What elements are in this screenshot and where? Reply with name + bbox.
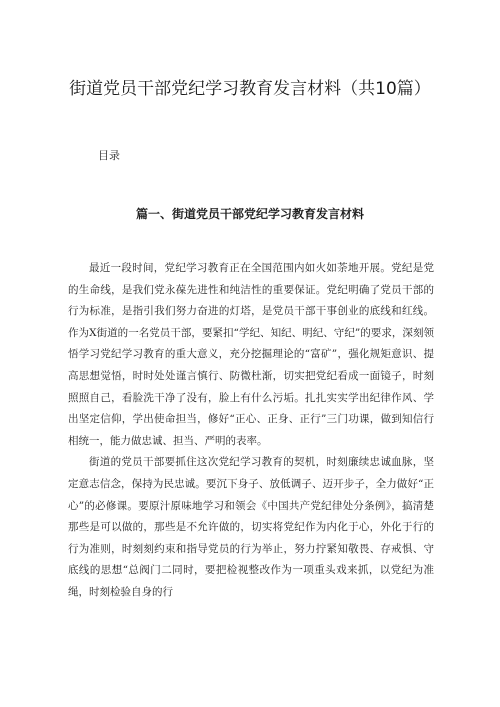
toc-label: 目录 xyxy=(98,149,120,162)
document-title: 街道党员干部党纪学习教育发言材料（共10篇） xyxy=(69,79,431,99)
body-paragraph: 街道的党员干部要抓住这次党纪学习教育的契机，时刻廉续忠诚血脉，坚定意志信念，保持为民忠诚。要沉下身子、放低调子、迈开步子，全力做好“正心”的必修课。要原汁原味地学习和领会《中国共产党纪律处分条例》，搞清楚那些是可以做的，那些是不允许做的，切实将党纪作为内化于心，外化于行的行为准则，时刻刻约束和指导党员的行为举止，努力拧紧知敬畏、存戒惧、守底线的思想“总阀门二同时，要把检视整改作为一项重头戏来抓，以党纪为准绳，时刻检验自身的行 xyxy=(68,456,434,598)
body-paragraph: 最近一段时间，党纪学习教育正在全国范围内如火如荼地开展。党纪是党的生命线，是我们党永葆先进性和纯洁性的重要保证。党纪明确了党员干部的行为标准，是指引我们努力奋进的灯塔，是党员干部干事创业的底线和红线。作为X街道的一名党员干部，要紧扣“学纪、知纪、明纪、守纪”的要求，深刻领悟学习党纪学习教育的重大意义，充分挖掘理论的“富矿”，强化规矩意识、提高思想觉悟，时时处处谨言慎行、防微杜渐，切实把党纪看成一面镜子，时刻照照自己，看脸洗干净了没有，脸上有什么污垢。扎扎实实学出纪律作风、学出坚定信仰，学出使命担当，修好“正心、正身、正行”三门功课，做到知信行相统一，能力做忠诚、担当、严明的表率。 xyxy=(68,262,434,447)
section-heading: 篇一、街道党员干部党纪学习教育发言材料 xyxy=(135,207,364,221)
document-body xyxy=(68,258,434,604)
